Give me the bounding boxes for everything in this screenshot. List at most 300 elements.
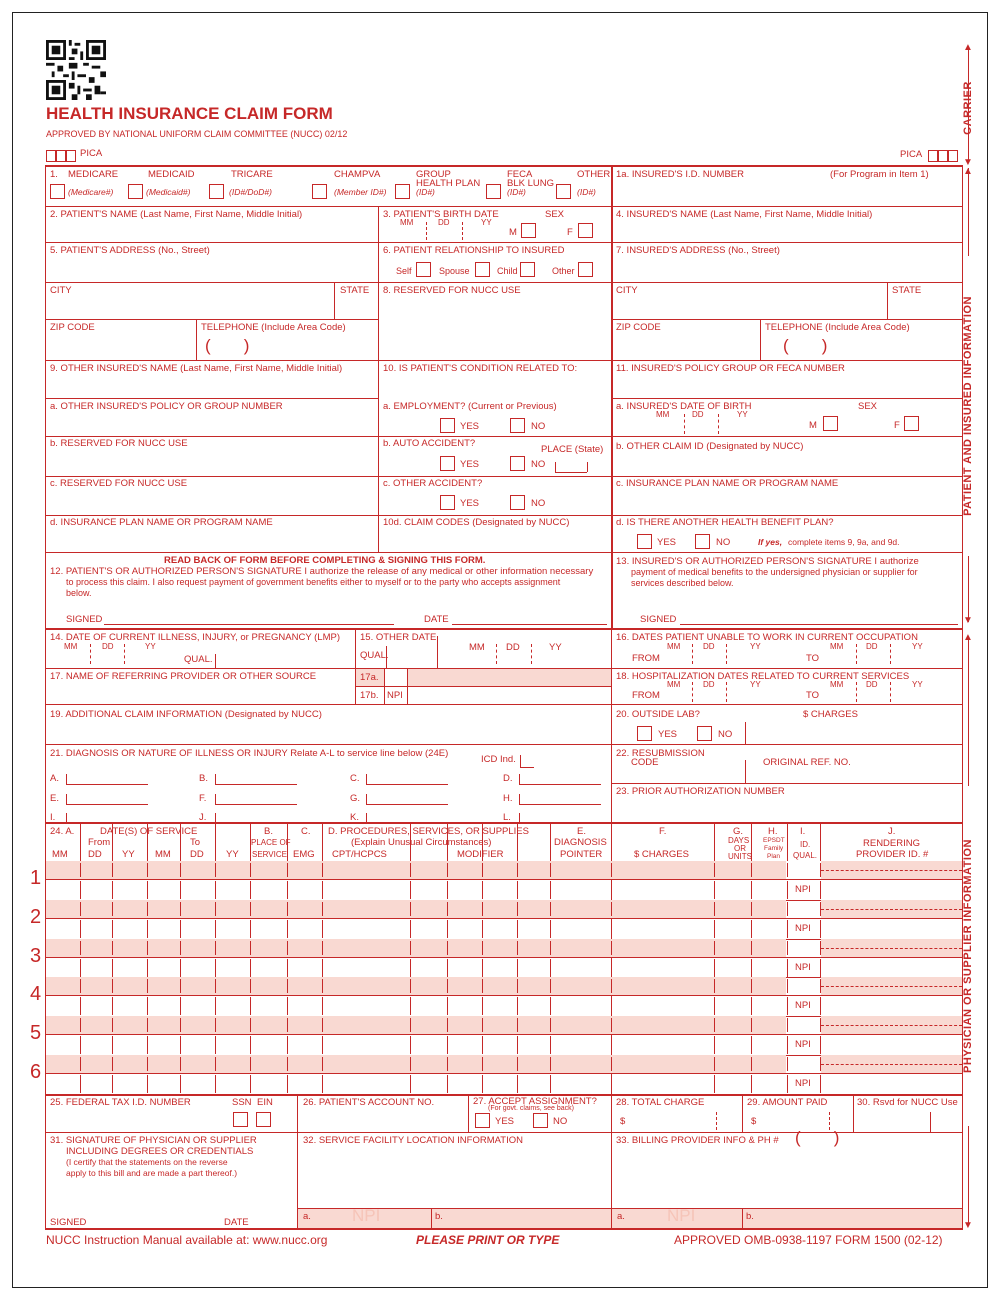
npi-label: NPI: [795, 1039, 811, 1051]
box10-label: 10. IS PATIENT'S CONDITION RELATED TO:: [383, 363, 578, 374]
rule: [180, 1057, 181, 1071]
service-cell[interactable]: [147, 959, 148, 977]
service-cell[interactable]: [447, 920, 448, 938]
shade: [612, 1208, 962, 1228]
rel-self-checkbox[interactable]: [416, 262, 431, 277]
rule: [80, 863, 81, 877]
lab-yes-checkbox[interactable]: [637, 726, 652, 741]
diagnosis-input[interactable]: [66, 823, 148, 824]
pica-box[interactable]: [56, 150, 66, 162]
service-cell[interactable]: [714, 997, 715, 1015]
service-cell[interactable]: [287, 881, 288, 899]
insured-female-checkbox[interactable]: [904, 416, 919, 431]
box24-rendering: RENDERING: [863, 838, 921, 849]
rule: [90, 644, 91, 664]
service-cell[interactable]: [787, 1075, 788, 1093]
service-cell[interactable]: [410, 881, 411, 899]
service-cell[interactable]: [322, 997, 323, 1015]
service-cell[interactable]: [550, 997, 551, 1015]
rule: [287, 902, 288, 916]
rule: [517, 941, 518, 955]
ifyes2: complete items 9, 9a, and 9d.: [788, 537, 900, 547]
rule: [468, 1094, 469, 1132]
service-cell[interactable]: [820, 1075, 821, 1093]
service-cell[interactable]: [787, 997, 788, 1015]
service-cell[interactable]: [482, 920, 483, 938]
rule: [482, 1018, 483, 1032]
service-cell[interactable]: [215, 1075, 216, 1093]
lab-yes: YES: [658, 729, 678, 740]
service-cell[interactable]: [287, 997, 288, 1015]
rule: [520, 767, 534, 768]
accept-yes: YES: [495, 1116, 515, 1127]
rule: [856, 682, 857, 702]
rule: [287, 1018, 288, 1032]
service-cell[interactable]: [180, 881, 181, 899]
service-cell[interactable]: [250, 881, 251, 899]
insured-male-checkbox[interactable]: [823, 416, 838, 431]
date-line[interactable]: [452, 624, 607, 625]
box22-orig: ORIGINAL REF. NO.: [763, 757, 851, 768]
box24-from: From: [88, 837, 111, 848]
arrow-up-icon: ▲: [963, 166, 973, 177]
box14-qual: QUAL.: [184, 654, 213, 665]
box33-npi: NPI: [667, 1206, 696, 1225]
service-cell[interactable]: [322, 959, 323, 977]
rule: [80, 941, 81, 955]
footer-center: PLEASE PRINT OR TYPE: [416, 1233, 560, 1247]
rule: [742, 1208, 743, 1228]
service-cell[interactable]: [820, 959, 821, 977]
rule: [431, 1208, 432, 1228]
diagnosis-input[interactable]: [519, 804, 601, 805]
box17-label: 17. NAME OF REFERRING PROVIDER OR OTHER SOURCE: [50, 671, 317, 682]
service-cell[interactable]: [250, 1075, 251, 1093]
box6-label: 6. PATIENT RELATIONSHIP TO INSURED: [383, 245, 565, 256]
rule: [147, 941, 148, 955]
service-cell[interactable]: [410, 1036, 411, 1054]
service-cell[interactable]: [147, 881, 148, 899]
service-cell[interactable]: [147, 1075, 148, 1093]
box31-l4: apply to this bill and are made a part thereof.): [66, 1168, 238, 1178]
service-cell[interactable]: [714, 1075, 715, 1093]
box3-f: F: [567, 227, 573, 238]
service-cell[interactable]: [250, 920, 251, 938]
box24-or: OR: [734, 844, 746, 853]
box24-h: H.: [768, 826, 778, 837]
rel-spouse-checkbox[interactable]: [475, 262, 490, 277]
other-accident-no: NO: [531, 498, 546, 509]
group-checkbox[interactable]: [395, 184, 410, 199]
feca-checkbox[interactable]: [486, 184, 501, 199]
rule: [287, 979, 288, 993]
service-cell[interactable]: [517, 881, 518, 899]
rule: [355, 628, 356, 704]
service-cell[interactable]: [322, 881, 323, 899]
box5-city: CITY: [50, 285, 72, 296]
rule: [611, 902, 612, 916]
medicaid-checkbox[interactable]: [128, 184, 143, 199]
employment-no: NO: [531, 421, 546, 432]
diagnosis-input[interactable]: [366, 784, 448, 785]
benefit-no-checkbox[interactable]: [695, 534, 710, 549]
box24-prov: PROVIDER ID. #: [856, 849, 929, 860]
box26-label: 26. PATIENT'S ACCOUNT NO.: [303, 1097, 435, 1108]
auto-no-checkbox[interactable]: [510, 456, 525, 471]
box24-emg: EMG: [293, 849, 315, 860]
rule: [787, 822, 788, 861]
service-cell[interactable]: [517, 959, 518, 977]
box12-l1: 12. PATIENT'S OR AUTHORIZED PERSON'S SIGNATURE I authorize the release of any medical or other information necessary: [50, 566, 594, 577]
service-cell[interactable]: [287, 1075, 288, 1093]
service-cell[interactable]: [787, 1036, 788, 1054]
box24-mm1: MM: [52, 849, 68, 860]
rule: [196, 319, 197, 360]
box12-signed: SIGNED: [66, 614, 103, 625]
rule: [45, 995, 962, 996]
service-cell[interactable]: [215, 997, 216, 1015]
service-cell[interactable]: [751, 997, 752, 1015]
service-cell[interactable]: [611, 959, 612, 977]
service-cell[interactable]: [482, 1075, 483, 1093]
service-cell[interactable]: [517, 920, 518, 938]
service-cell[interactable]: [112, 1075, 113, 1093]
service-cell[interactable]: [820, 997, 821, 1015]
service-cell[interactable]: [787, 881, 788, 899]
service-cell[interactable]: [611, 1075, 612, 1093]
medicare-checkbox[interactable]: [50, 184, 65, 199]
service-cell[interactable]: [80, 1075, 81, 1093]
rule: [751, 863, 752, 877]
tricare-checkbox[interactable]: [209, 184, 224, 199]
service-cell[interactable]: [112, 920, 113, 938]
diagnosis-input[interactable]: [66, 804, 148, 805]
service-cell[interactable]: [751, 1075, 752, 1093]
service-cell[interactable]: [250, 997, 251, 1015]
box15-dd: DD: [506, 642, 520, 653]
service-cell[interactable]: [751, 1036, 752, 1054]
box18-dd2: DD: [866, 680, 878, 689]
lab-no: NO: [718, 729, 733, 740]
rule: [820, 822, 821, 861]
service-cell[interactable]: [147, 1036, 148, 1054]
diagnosis-input[interactable]: [366, 804, 448, 805]
tricare-sub: (ID#/DoD#): [229, 187, 272, 197]
rule: [287, 1057, 288, 1071]
service-cell[interactable]: [80, 997, 81, 1015]
rule: [45, 744, 962, 745]
box31-l2: INCLUDING DEGREES OR CREDENTIALS: [66, 1146, 254, 1157]
box3-yy: YY: [481, 218, 492, 227]
box24-mm2: MM: [155, 849, 171, 860]
service-cell[interactable]: [147, 997, 148, 1015]
service-cell[interactable]: [215, 959, 216, 977]
rule: [550, 979, 551, 993]
box24-to: To: [190, 837, 201, 848]
rule: [322, 1057, 323, 1071]
service-cell[interactable]: [180, 1036, 181, 1054]
service-cell[interactable]: [820, 881, 821, 899]
service-cell[interactable]: [215, 881, 216, 899]
service-cell[interactable]: [820, 920, 821, 938]
box16-mm: MM: [667, 642, 681, 651]
sex-male-checkbox[interactable]: [521, 223, 536, 238]
rule: [447, 863, 448, 877]
service-cell[interactable]: [482, 881, 483, 899]
box33-b: b.: [746, 1211, 754, 1222]
service-cell[interactable]: [447, 959, 448, 977]
sex-female-checkbox[interactable]: [578, 223, 593, 238]
service-cell[interactable]: [611, 1036, 612, 1054]
pica-box[interactable]: [928, 150, 938, 162]
service-cell[interactable]: [410, 1075, 411, 1093]
rule: [250, 941, 251, 955]
box24-dd2: DD: [190, 849, 204, 860]
service-cell[interactable]: [410, 959, 411, 977]
diagnosis-input[interactable]: [66, 784, 148, 785]
rule: [519, 813, 520, 823]
service-cell[interactable]: [80, 881, 81, 899]
accept-no-checkbox[interactable]: [533, 1113, 548, 1128]
service-cell[interactable]: [550, 959, 551, 977]
rule: [555, 462, 556, 472]
read-back: READ BACK OF FORM BEFORE COMPLETING & SIGNING THIS FORM.: [164, 555, 486, 566]
rule: [322, 941, 323, 955]
service-cell[interactable]: [112, 881, 113, 899]
box8-label: 8. RESERVED FOR NUCC USE: [383, 285, 521, 296]
box20-label: 20. OUTSIDE LAB?: [616, 709, 700, 720]
employment-yes-checkbox[interactable]: [440, 418, 455, 433]
rule: [856, 644, 857, 664]
service-cell[interactable]: [250, 1036, 251, 1054]
shaded-row: [46, 939, 786, 957]
service-cell[interactable]: [215, 920, 216, 938]
rule: [447, 941, 448, 955]
diagnosis-input[interactable]: [215, 804, 297, 805]
rule: [322, 979, 323, 993]
service-cell[interactable]: [447, 997, 448, 1015]
diagnosis-input[interactable]: [215, 823, 297, 824]
box10b-place: PLACE (State): [541, 444, 604, 455]
diagnosis-input[interactable]: [366, 823, 448, 824]
pica-left: PICA: [80, 148, 103, 159]
service-cell[interactable]: [180, 920, 181, 938]
service-cell[interactable]: [447, 1075, 448, 1093]
service-cell[interactable]: [611, 997, 612, 1015]
rule: [124, 644, 125, 664]
rel-other-checkbox[interactable]: [578, 262, 593, 277]
diagnosis-input[interactable]: [215, 784, 297, 785]
service-cell[interactable]: [322, 1075, 323, 1093]
service-cell[interactable]: [714, 881, 715, 899]
ein-checkbox[interactable]: [256, 1112, 271, 1127]
rule: [80, 979, 81, 993]
rule: [745, 760, 746, 783]
box24-dates: DATE(S) OF SERVICE: [100, 826, 198, 837]
box27-label: 27. ACCEPT ASSIGNMENT?: [473, 1096, 597, 1107]
box33-a: a.: [617, 1211, 625, 1222]
box24-yy2: YY: [226, 849, 239, 860]
service-cell[interactable]: [112, 997, 113, 1015]
npi-label: NPI: [795, 1000, 811, 1012]
service-cell[interactable]: [550, 1075, 551, 1093]
service-cell[interactable]: [714, 1036, 715, 1054]
rule: [80, 902, 81, 916]
box9d-label: d. INSURANCE PLAN NAME OR PROGRAM NAME: [50, 517, 273, 528]
rule: [726, 682, 727, 702]
auto-no: NO: [531, 459, 546, 470]
accept-yes-checkbox[interactable]: [475, 1113, 490, 1128]
other-accident-yes-checkbox[interactable]: [440, 495, 455, 510]
box25-label: 25. FEDERAL TAX I.D. NUMBER: [50, 1097, 191, 1108]
rule: [45, 436, 962, 437]
service-cell[interactable]: [322, 920, 323, 938]
service-cell[interactable]: [180, 959, 181, 977]
service-cell[interactable]: [517, 997, 518, 1015]
service-cell[interactable]: [611, 881, 612, 899]
rule: [215, 941, 216, 955]
lab-no-checkbox[interactable]: [697, 726, 712, 741]
rule: [410, 1018, 411, 1032]
benefit-yes-checkbox[interactable]: [637, 534, 652, 549]
ssn-checkbox[interactable]: [233, 1112, 248, 1127]
box5-zip: ZIP CODE: [50, 322, 95, 333]
rule: [853, 1094, 854, 1132]
service-cell[interactable]: [250, 959, 251, 977]
other-accident-no-checkbox[interactable]: [510, 495, 525, 510]
service-cell[interactable]: [80, 959, 81, 977]
box22-code: CODE: [631, 757, 659, 768]
rule: [215, 1057, 216, 1071]
rule: [66, 813, 67, 823]
service-cell[interactable]: [714, 920, 715, 938]
other-checkbox[interactable]: [556, 184, 571, 199]
rule: [322, 822, 323, 861]
box14-label: 14. DATE OF CURRENT ILLNESS, INJURY, or PREGNANCY (LMP): [50, 632, 340, 643]
employment-no-checkbox[interactable]: [510, 418, 525, 433]
service-cell[interactable]: [287, 959, 288, 977]
rel-child-checkbox[interactable]: [520, 262, 535, 277]
shaded-row: [46, 861, 786, 879]
signature-line[interactable]: [680, 624, 958, 625]
pica-box[interactable]: [938, 150, 948, 162]
service-cell[interactable]: [787, 920, 788, 938]
service-cell[interactable]: [751, 920, 752, 938]
box17b-npi: NPI: [387, 690, 403, 701]
box24-d2: (Explain Unusual Circumstances): [351, 837, 492, 848]
rule: [820, 1018, 821, 1032]
rule: [322, 902, 323, 916]
service-cell[interactable]: [787, 959, 788, 977]
service-cell[interactable]: [80, 1036, 81, 1054]
rule: [787, 979, 788, 993]
box24-mod: MODIFIER: [457, 849, 504, 860]
service-cell[interactable]: [410, 997, 411, 1015]
rule: [45, 282, 962, 283]
service-cell[interactable]: [180, 1075, 181, 1093]
service-cell[interactable]: [611, 920, 612, 938]
box24-dd1: DD: [88, 849, 102, 860]
service-cell[interactable]: [550, 920, 551, 938]
service-cell[interactable]: [751, 959, 752, 977]
service-cell[interactable]: [147, 920, 148, 938]
diagnosis-input[interactable]: [519, 823, 601, 824]
service-cell[interactable]: [550, 881, 551, 899]
pica-box[interactable]: [66, 150, 76, 162]
service-cell[interactable]: [714, 959, 715, 977]
auto-yes-checkbox[interactable]: [440, 456, 455, 471]
rule: [745, 722, 746, 744]
service-cell[interactable]: [112, 959, 113, 977]
diagnosis-input[interactable]: [519, 784, 601, 785]
pica-box[interactable]: [948, 150, 958, 162]
service-cell[interactable]: [215, 1036, 216, 1054]
service-cell[interactable]: [482, 997, 483, 1015]
rule: [517, 863, 518, 877]
group-label2: HEALTH PLAN: [416, 178, 481, 189]
service-cell[interactable]: [287, 1036, 288, 1054]
rule: [716, 1112, 717, 1130]
service-cell[interactable]: [112, 1036, 113, 1054]
service-cell[interactable]: [482, 959, 483, 977]
service-cell[interactable]: [410, 920, 411, 938]
rule: [45, 242, 962, 243]
rule: [426, 222, 427, 240]
service-cell[interactable]: [751, 881, 752, 899]
service-cell[interactable]: [482, 1036, 483, 1054]
box10d-label: 10d. CLAIM CODES (Designated by NUCC): [383, 517, 570, 528]
service-cell[interactable]: [517, 1036, 518, 1054]
box12-date: DATE: [424, 614, 449, 625]
pica-box[interactable]: [46, 150, 56, 162]
box24-g: G.: [733, 826, 744, 837]
rel-spouse: Spouse: [439, 266, 470, 276]
box5-paren: ( ): [205, 336, 250, 355]
npi-label: NPI: [795, 1078, 811, 1089]
signature-line[interactable]: [104, 624, 394, 625]
service-cell[interactable]: [80, 920, 81, 938]
rule: [962, 165, 963, 1229]
box32-npi: NPI: [352, 1206, 381, 1225]
box24-cpt: CPT/HCPCS: [332, 849, 387, 860]
rule: [550, 1057, 551, 1071]
service-cell[interactable]: [820, 1036, 821, 1054]
rule: [714, 822, 715, 861]
service-cell[interactable]: [517, 1075, 518, 1093]
champva-checkbox[interactable]: [312, 184, 327, 199]
box27-sub: (For govt. claims, see back): [488, 1105, 574, 1112]
service-cell[interactable]: [447, 881, 448, 899]
rule: [215, 863, 216, 877]
service-cell[interactable]: [180, 997, 181, 1015]
service-cell[interactable]: [447, 1036, 448, 1054]
rule: [517, 979, 518, 993]
rule: [66, 774, 67, 784]
rule: [520, 755, 521, 767]
rule: [692, 644, 693, 664]
rule: [611, 1018, 612, 1032]
service-cell[interactable]: [287, 920, 288, 938]
arrow-up-icon: ▲: [963, 42, 973, 53]
box24-j: J.: [888, 826, 896, 837]
service-cell[interactable]: [550, 1036, 551, 1054]
feca-label: FECA: [507, 169, 533, 180]
rule: [147, 1018, 148, 1032]
service-cell[interactable]: [322, 1036, 323, 1054]
rule: [611, 165, 613, 628]
box11a-dd: DD: [692, 410, 704, 419]
box33-label: 33. BILLING PROVIDER INFO & PH #: [616, 1135, 779, 1146]
